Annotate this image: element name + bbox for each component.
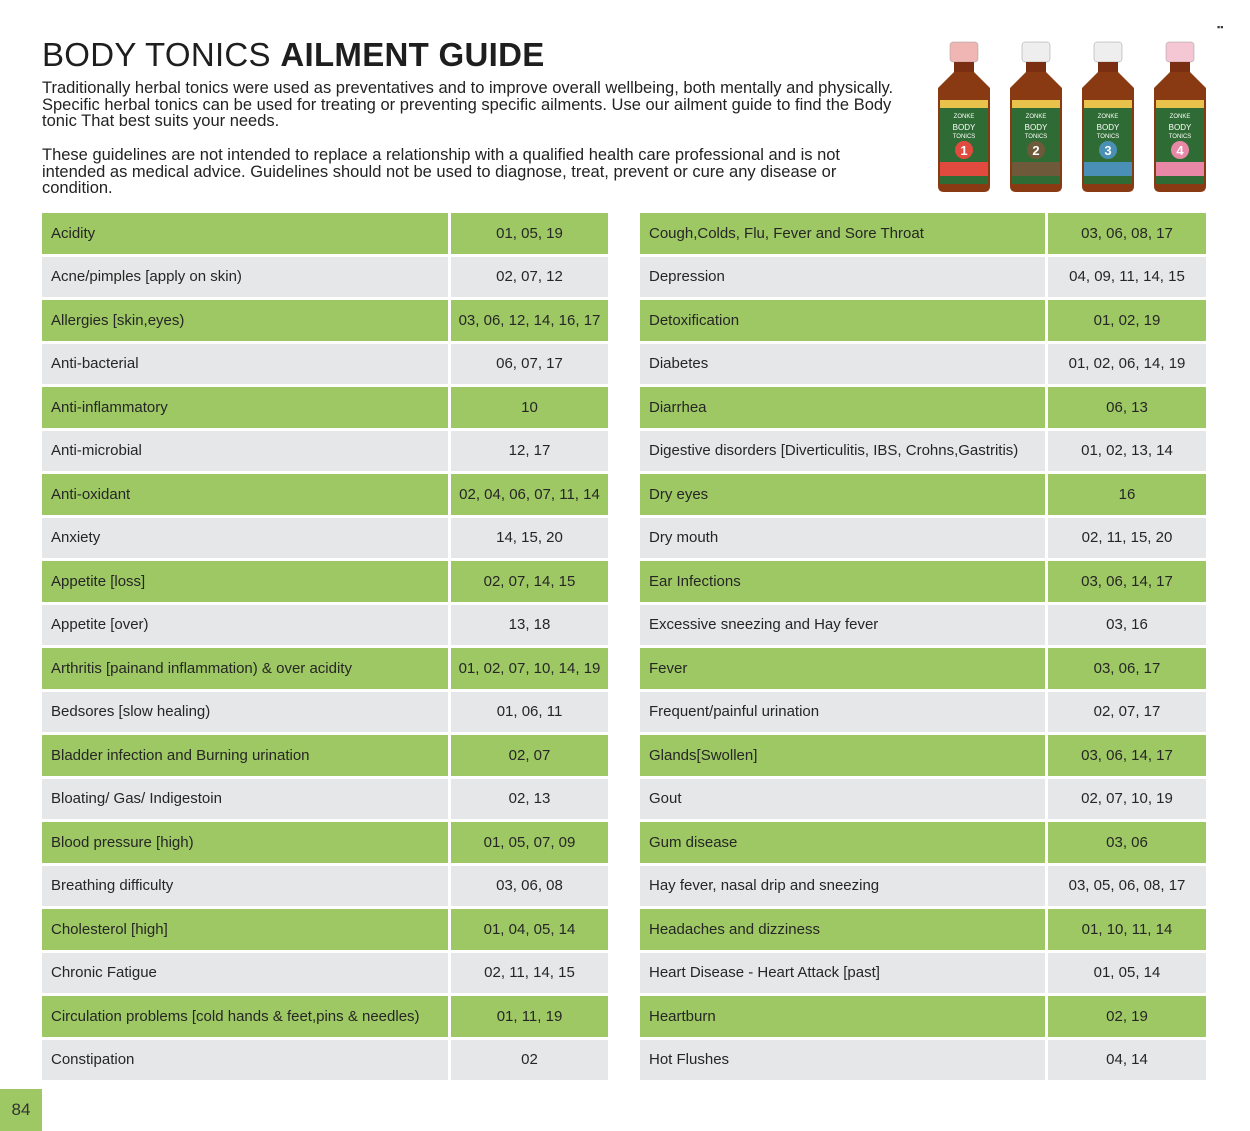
ailment-name: Gout	[640, 779, 1045, 823]
table-row	[42, 561, 608, 605]
ailment-name: Depression	[640, 257, 1045, 301]
ailment-name: Acne/pimples [apply on skin)	[42, 257, 448, 301]
table-row	[42, 866, 608, 910]
tonic-codes: 02	[451, 1040, 608, 1084]
tonic-codes: 01, 10, 11, 14	[1048, 909, 1206, 953]
title-light: BODY TONICS	[42, 36, 271, 73]
tonic-codes: 02, 07, 14, 15	[451, 561, 608, 605]
bottle-brand: ZONKE	[953, 114, 975, 120]
corner-mark: ▪▪	[1217, 22, 1224, 32]
tonic-codes: 02, 19	[1048, 996, 1206, 1040]
ailment-name: Detoxification	[640, 300, 1045, 344]
ailment-name: Appetite [loss]	[42, 561, 448, 605]
table-row	[640, 518, 1206, 562]
table-row	[640, 431, 1206, 475]
tonic-codes: 02, 07, 10, 19	[1048, 779, 1206, 823]
tonic-codes: 03, 06, 08	[451, 866, 608, 910]
tonic-codes: 03, 05, 06, 08, 17	[1048, 866, 1206, 910]
tonic-codes: 02, 04, 06, 07, 11, 14	[451, 474, 608, 518]
table-row	[640, 257, 1206, 301]
bottle-label-2: TONICS	[952, 134, 976, 140]
ailment-name: Appetite [over)	[42, 605, 448, 649]
tonic-codes: 02, 07, 17	[1048, 692, 1206, 736]
tonic-bottle	[1082, 42, 1134, 192]
table-row	[640, 300, 1206, 344]
tonic-codes: 10	[451, 387, 608, 431]
table-row	[640, 605, 1206, 649]
table-row	[42, 474, 608, 518]
product-bottles-image	[924, 38, 1214, 198]
table-row	[640, 474, 1206, 518]
tonic-codes: 03, 16	[1048, 605, 1206, 649]
disclaimer-paragraph: These guidelines are not intended to replace a relationship with a qualified health care professional and is not intended as medical advice. Guidelines should not be used to diagnose, treat, prevent or cure any disease or condition.	[42, 146, 841, 198]
title-bold: AILMENT GUIDE	[280, 36, 545, 73]
tonic-codes: 03, 06, 08, 17	[1048, 213, 1206, 257]
ailment-name: Heartburn	[640, 996, 1045, 1040]
ailment-name: Cough,Colds, Flu, Fever and Sore Throat	[640, 213, 1045, 257]
table-row	[42, 213, 608, 257]
bottle-label-2: TONICS	[1096, 134, 1120, 140]
table-row	[640, 692, 1206, 736]
bottle-brand: ZONKE	[1025, 114, 1047, 120]
table-row	[42, 648, 608, 692]
tonic-codes: 02, 11, 14, 15	[451, 953, 608, 997]
ailment-name: Frequent/painful urination	[640, 692, 1045, 736]
ailment-name: Bladder infection and Burning urination	[42, 735, 448, 779]
page-title	[42, 36, 545, 74]
ailment-table-right	[640, 213, 1206, 1083]
table-row	[42, 996, 608, 1040]
intro-paragraph: Traditionally herbal tonics were used as preventatives and to improve overall wellbeing, both mentally and physically. Specific herbal tonics can be used for treating or preventing specific ailments. Use our ailment guide to find the Body tonic That best suits your needs.	[42, 79, 894, 131]
tonic-codes: 04, 09, 11, 14, 15	[1048, 257, 1206, 301]
tonic-codes: 06, 07, 17	[451, 344, 608, 388]
ailment-name: Headaches and dizziness	[640, 909, 1045, 953]
ailment-name: Chronic Fatigue	[42, 953, 448, 997]
page-number: 84	[0, 1089, 42, 1131]
tonic-codes: 01, 02, 13, 14	[1048, 431, 1206, 475]
tonic-codes: 01, 02, 06, 14, 19	[1048, 344, 1206, 388]
ailment-name: Hot Flushes	[640, 1040, 1045, 1084]
table-row	[640, 387, 1206, 431]
tonic-codes: 02, 07	[451, 735, 608, 779]
ailment-name: Bedsores [slow healing)	[42, 692, 448, 736]
ailment-name: Dry mouth	[640, 518, 1045, 562]
table-row	[640, 909, 1206, 953]
tonic-bottle	[1010, 42, 1062, 192]
ailment-name: Acidity	[42, 213, 448, 257]
tonic-codes: 13, 18	[451, 605, 608, 649]
bottle-label-2: TONICS	[1024, 134, 1048, 140]
tonic-codes: 01, 11, 19	[451, 996, 608, 1040]
table-row	[640, 1040, 1206, 1084]
ailment-table-left	[42, 213, 608, 1083]
tonic-codes: 06, 13	[1048, 387, 1206, 431]
bottle-label: BODY	[1168, 123, 1192, 132]
table-row	[42, 300, 608, 344]
table-row	[42, 735, 608, 779]
tonic-codes: 03, 06	[1048, 822, 1206, 866]
table-row	[42, 431, 608, 475]
tonic-codes: 14, 15, 20	[451, 518, 608, 562]
ailment-name: Allergies [skin,eyes)	[42, 300, 448, 344]
table-row	[42, 953, 608, 997]
ailment-name: Anti-inflammatory	[42, 387, 448, 431]
ailment-name: Anti-bacterial	[42, 344, 448, 388]
bottle-label: BODY	[952, 123, 976, 132]
ailment-name: Anti-microbial	[42, 431, 448, 475]
tonic-codes: 02, 13	[451, 779, 608, 823]
tonic-codes: 02, 11, 15, 20	[1048, 518, 1206, 562]
bottle-label-2: TONICS	[1168, 134, 1192, 140]
table-row	[42, 344, 608, 388]
ailment-name: Anti-oxidant	[42, 474, 448, 518]
ailment-name: Anxiety	[42, 518, 448, 562]
table-row	[640, 735, 1206, 779]
table-row	[42, 518, 608, 562]
tonic-codes: 03, 06, 12, 14, 16, 17	[451, 300, 608, 344]
table-row	[640, 779, 1206, 823]
table-row	[42, 605, 608, 649]
ailment-name: Hay fever, nasal drip and sneezing	[640, 866, 1045, 910]
tonic-codes: 01, 02, 19	[1048, 300, 1206, 344]
ailment-name: Heart Disease - Heart Attack [past]	[640, 953, 1045, 997]
ailment-name: Ear Infections	[640, 561, 1045, 605]
table-row	[640, 344, 1206, 388]
ailment-name: Diabetes	[640, 344, 1045, 388]
tonic-codes: 01, 05, 14	[1048, 953, 1206, 997]
tonic-codes: 01, 02, 07, 10, 14, 19	[451, 648, 608, 692]
ailment-name: Digestive disorders [Diverticulitis, IBS, Crohns,Gastritis)	[640, 431, 1045, 475]
ailment-name: Blood pressure [high)	[42, 822, 448, 866]
bottle-number: 2	[1032, 143, 1040, 158]
tonic-codes: 03, 06, 17	[1048, 648, 1206, 692]
ailment-name: Circulation problems [cold hands & feet,pins & needles)	[42, 996, 448, 1040]
ailment-name: Gum disease	[640, 822, 1045, 866]
bottle-brand: ZONKE	[1169, 114, 1191, 120]
table-row	[42, 1040, 608, 1084]
table-row	[42, 822, 608, 866]
tonic-bottle	[1154, 42, 1206, 192]
tonic-codes: 03, 06, 14, 17	[1048, 561, 1206, 605]
table-row	[640, 561, 1206, 605]
ailment-name: Cholesterol [high]	[42, 909, 448, 953]
bottle-label: BODY	[1096, 123, 1120, 132]
tonic-codes: 01, 05, 07, 09	[451, 822, 608, 866]
table-row	[640, 953, 1206, 997]
table-row	[640, 866, 1206, 910]
tonic-codes: 04, 14	[1048, 1040, 1206, 1084]
ailment-name: Arthritis [painand inflammation) & over acidity	[42, 648, 448, 692]
tonic-codes: 02, 07, 12	[451, 257, 608, 301]
table-row	[42, 909, 608, 953]
bottle-number: 3	[1104, 143, 1112, 158]
ailment-name: Glands[Swollen]	[640, 735, 1045, 779]
tonic-codes: 01, 05, 19	[451, 213, 608, 257]
bottle-number: 1	[960, 143, 968, 158]
ailment-name: Bloating/ Gas/ Indigestoin	[42, 779, 448, 823]
ailment-name: Fever	[640, 648, 1045, 692]
table-row	[640, 996, 1206, 1040]
bottle-brand: ZONKE	[1097, 114, 1119, 120]
table-row	[640, 648, 1206, 692]
tonic-codes: 01, 04, 05, 14	[451, 909, 608, 953]
tonic-bottle	[938, 42, 990, 192]
tonic-codes: 03, 06, 14, 17	[1048, 735, 1206, 779]
ailment-name: Constipation	[42, 1040, 448, 1084]
table-row	[42, 779, 608, 823]
table-row	[42, 387, 608, 431]
ailment-name: Diarrhea	[640, 387, 1045, 431]
ailment-name: Excessive sneezing and Hay fever	[640, 605, 1045, 649]
tonic-codes: 01, 06, 11	[451, 692, 608, 736]
ailment-name: Dry eyes	[640, 474, 1045, 518]
bottle-label: BODY	[1024, 123, 1048, 132]
table-row	[640, 822, 1206, 866]
bottle-number: 4	[1176, 143, 1184, 158]
tonic-codes: 12, 17	[451, 431, 608, 475]
table-row	[640, 213, 1206, 257]
table-row	[42, 692, 608, 736]
table-row	[42, 257, 608, 301]
tonic-codes: 16	[1048, 474, 1206, 518]
ailment-name: Breathing difficulty	[42, 866, 448, 910]
